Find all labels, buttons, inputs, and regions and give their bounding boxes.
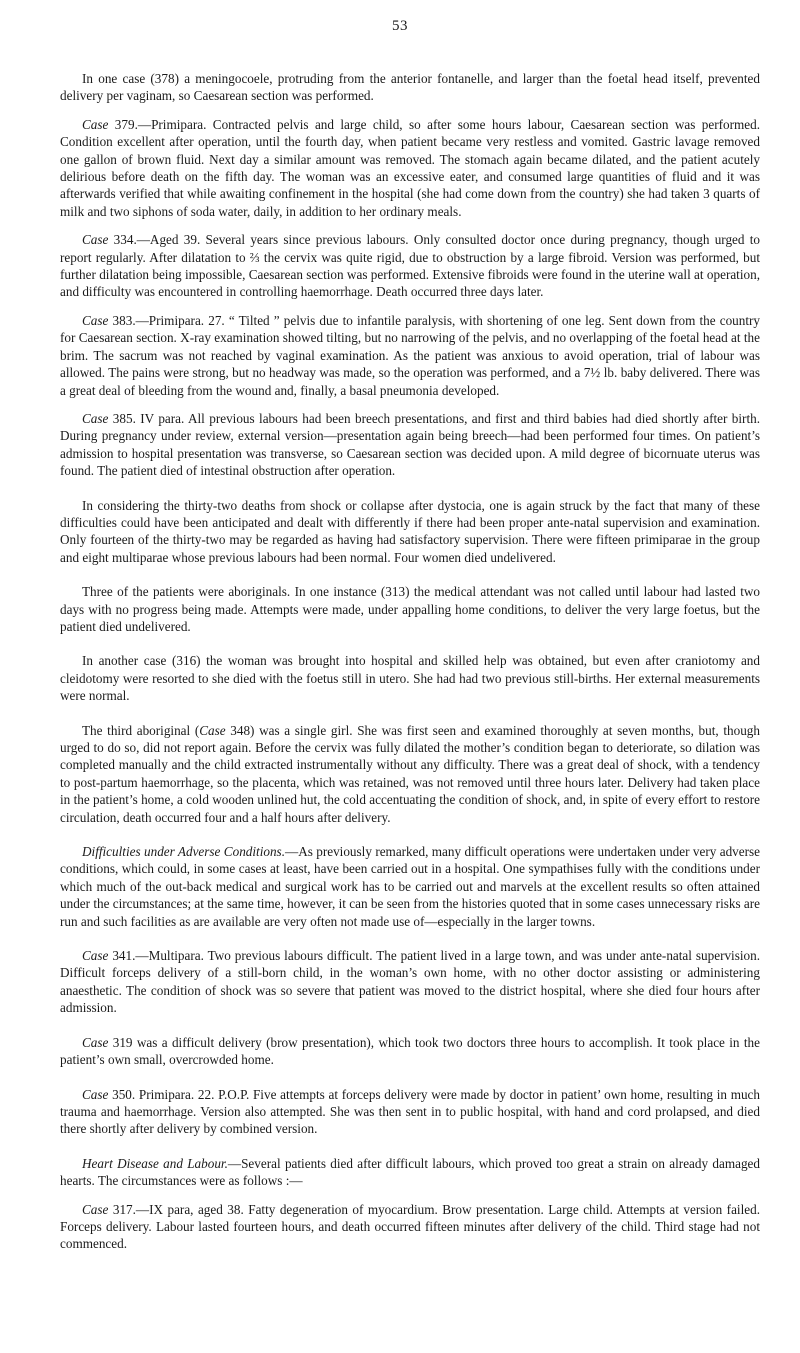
- paragraph-case-383: [60, 312, 760, 399]
- paragraph-text: —As previously remarked, many difficult operations were undertaken under very adverse conditions, which could, in some cases at least, have been carried out in a hospital. One sympathises fully with the conditions under which much of the out-back medical and surgical work has to be carried out and marvels at the excellent results so often attained under the circumstances; at the same time, however, it can be seen from the histories quoted that in some cases unnecessary risks are run and such facilities as are available are very often not made use of—especially in the larger towns.: [60, 844, 760, 929]
- page-number: 53: [392, 18, 408, 34]
- case-label: Case: [199, 722, 226, 738]
- paragraph-text: In one case (378) a meningocoele, protruding from the anterior fontanelle, and larger than the foetal head itself, prevented delivery per vaginam, so Caesarean section was performed.: [60, 71, 760, 104]
- paragraph-case-319: [60, 1034, 760, 1069]
- paragraph-text: 385. IV para. All previous labours had been breech presentations, and first and third babies had died shortly after birth. During pregnancy under review, external version—presentation again being breech—had been performed four times. On patient’s admission to hospital presentation was transverse, so Caesarean section was decided upon. A mild degree of bicornuate uterus was found. The patient died of intestinal obstruction after operation.: [60, 410, 761, 479]
- paragraph-heart-disease: [60, 1155, 760, 1190]
- case-label: Case: [82, 312, 109, 328]
- paragraph-case-379: [60, 116, 760, 220]
- paragraph-text: 350. Primipara. 22. P.O.P. Five attempts at forceps delivery were made by doctor in patient’ own home, resulting in much trauma and haemorrhage. Version also attempted. She was then sent in to public hospital, with hand and cord prolapsed, and died there shortly after delivery by combined version.: [60, 1086, 760, 1137]
- paragraph-text-start: The third aboriginal (: [82, 722, 200, 738]
- case-label: Case: [82, 1201, 109, 1217]
- paragraph-text: 383.—Primipara. 27. “ Tilted ” pelvis due to infantile paralysis, with shortening of one leg. Sent down from the country for Caesarean section. X-ray examination showed tilting, but no narrowing of the pelvis, and no overlapping of the foetal head at the brim. The sacrum was not reached by vaginal examination. As the patient was anxious to avoid operation, trial of labour was allowed. The pains were strong, but no headway was made, so the operation was performed, and a 7½ lb. baby delivered. There was a great deal of bleeding from the wound and, finally, a basal pneumonia developed.: [60, 312, 761, 398]
- paragraph-text: 379.—Primipara. Contracted pelvis and large child, so after some hours labour, Caesarean section was performed. Condition excellent after operation, until the fourth day, when patient became very restless and vomited. Gastric lavage removed one gallon of brown fluid. Next day a similar amount was removed. The stomach again became dilated, and the patient acutely delirious before death on the fifth day. The woman was an excessive eater, and consumed large quantities of fluid and it was afterwards verified that while awaiting confinement in the hospital (she had come down from the country) she had taken 3 quarts of milk and two siphons of soda water, daily, in addition to her ordinary meals.: [60, 116, 761, 219]
- case-label: Case: [82, 1034, 109, 1050]
- paragraph-case-316: [60, 652, 760, 704]
- paragraph-case-348: [60, 722, 760, 826]
- paragraph-text: In another case (316) the woman was brought into hospital and skilled help was obtained, but even after craniotomy and cleidotomy were resorted to she died with the foetus still in utero. She had had two previous still-births. Her external measurements were normal.: [60, 653, 760, 704]
- paragraph-case-334: [60, 231, 760, 301]
- paragraph-case-385: [60, 410, 760, 480]
- paragraph-case-341: [60, 947, 760, 1017]
- paragraph-text: 317.—IX para, aged 38. Fatty degeneration of myocardium. Brow presentation. Large child. Attempts at version failed. Forceps delivery. Labour lasted fourteen hours, and death occurred fifteen minutes after delivery of the child. Third stage had not commenced.: [60, 1201, 760, 1252]
- paragraph-text: 341.—Multipara. Two previous labours difficult. The patient lived in a large town, and was under ante-natal supervision. Difficult forceps delivery of a still-born child, in the woman’s own home, with no other doctor assisting or administering anaesthetic. The condition of shock was so severe that patient was moved to the district hospital, where she died four hours after admission.: [60, 948, 760, 1016]
- paragraph-adverse-conditions: [60, 843, 760, 930]
- section-heading: Difficulties under Adverse Conditions.: [82, 844, 285, 860]
- paragraph-aboriginals: [60, 583, 760, 635]
- case-label: Case: [82, 116, 109, 132]
- paragraph-text: In considering the thirty-two deaths from shock or collapse after dystocia, one is again struck by the fact that many of these difficulties could have been anticipated and dealt with differently if there had been proper ante-natal supervision and examination. Only fourteen of the thirty-two may be regarded as having had satisfactory supervision. There were fifteen primiparae in the group and eight multiparae whose previous labours had been normal. Four women died undelivered.: [60, 497, 760, 565]
- case-label: Case: [82, 948, 109, 964]
- paragraph-case-350: [60, 1086, 760, 1138]
- paragraph-case-317: [60, 1201, 760, 1253]
- paragraph-text: Three of the patients were aboriginals. In one instance (313) the medical attendant was not called until labour had lasted two days with no progress being made. Attempts were made, under appalling home conditions, to deliver the very large foetus, but the patient died undelivered.: [60, 584, 760, 634]
- paragraph-meningocoele: [60, 70, 760, 105]
- paragraph-text: 319 was a difficult delivery (brow presentation), which took two doctors three hours to accomplish. It took place in the patient’s own small, overcrowded home.: [60, 1034, 760, 1068]
- section-heading: Heart Disease and Labour.: [82, 1155, 228, 1171]
- paragraph-text: 334.—Aged 39. Several years since previous labours. Only consulted doctor once during pregnancy, though urged to report regularly. After dilatation to ⅔ the cervix was quite rigid, due to obstruction by a large fibroid. Version was performed, but further dilatation being impossible, Caesarean section was performed. Extensive fibroids were found in the uterine wall at operation, and difficulty was encountered in controlling haemorrhage. Death occurred three days later.: [60, 232, 761, 300]
- case-label: Case: [82, 410, 109, 426]
- paragraph-shock-deaths: [60, 497, 760, 567]
- case-label: Case: [82, 1086, 109, 1102]
- paragraph-text: —Several patients died after difficult labours, which proved too great a strain on already damaged hearts. The circumstances were as follows :—: [60, 1155, 760, 1189]
- case-label: Case: [82, 232, 109, 248]
- paragraph-text: 348) was a single girl. She was first seen and examined thoroughly at seven months, but, though urged to do so, did not report again. Before the cervix was fully dilated the mother’s condition began to deteriorate, so dilation was completed manually and the child extracted instrumentally without any difficulty. There was a great deal of shock, with a tendency to post-partum haemorrhage, so the placenta, which was retained, was not removed until three hours later. Delivery had taken place in the patient’s home, a cold wooden unlined hut, the cold accentuating the condition of shock, and, in spite of every effort to restore circulation, death occurred four and a half hours after delivery.: [60, 722, 760, 825]
